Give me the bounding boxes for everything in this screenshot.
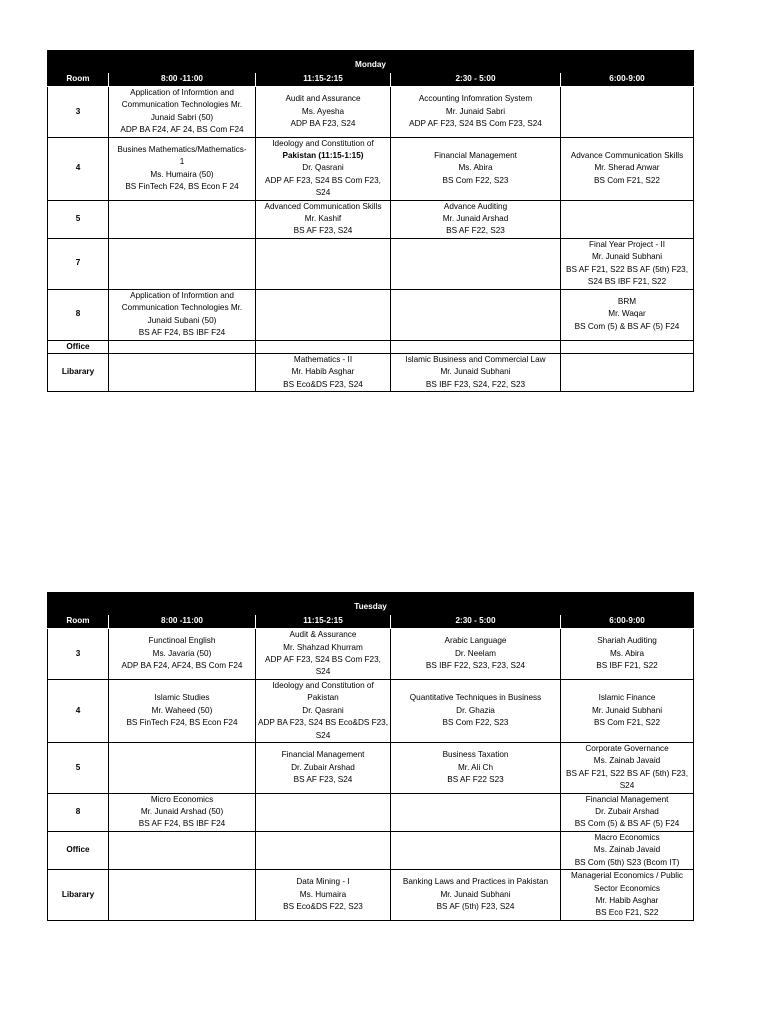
class-cell-line: BS Eco&DS F22, S23 [283, 902, 363, 912]
day-title: Monday [48, 51, 694, 73]
class-cell-line: Pakistan [307, 693, 339, 703]
class-cell-line: BS FinTech F24, BS Econ F24 [126, 718, 238, 728]
header-slot-1: 8:00 -11:00 [109, 73, 256, 87]
class-cell-line: BS AF F22, S23 [446, 226, 505, 236]
empty-cell [109, 831, 256, 869]
class-cell-line: BS AF F23, S24 [293, 226, 353, 236]
empty-cell [256, 289, 391, 340]
header-slot-1: 8:00 -11:00 [109, 615, 256, 629]
class-cell [109, 289, 256, 340]
class-cell [561, 793, 694, 831]
class-cell-line: Mr. Junaid Subhani [591, 705, 663, 715]
class-cell-line: Ideology and Constitution of [272, 138, 374, 148]
room-cell: 4 [48, 680, 109, 743]
schedule-row [48, 680, 694, 743]
header-slot-2: 11:15-2:15 [256, 73, 391, 87]
class-cell [256, 353, 391, 391]
class-cell-line: BS Eco&DS F23, S24 [283, 379, 363, 389]
class-cell-line: Managerial Economics / Public [571, 871, 683, 881]
header-room: Room [48, 615, 109, 629]
room-cell: 3 [48, 629, 109, 680]
class-cell-line: Islamic Studies [154, 693, 210, 703]
class-cell-line: Advance Communication Skills [570, 151, 684, 161]
class-cell-line: BS IBF F22, S23, F23, S24 [425, 661, 526, 671]
class-cell-line: Mr. Ali Ch [457, 762, 494, 772]
class-cell-line: Audit & Assurance [289, 630, 357, 640]
empty-cell [391, 793, 561, 831]
schedule-body [48, 629, 694, 921]
empty-cell [561, 340, 694, 353]
class-cell-line: Junaid Sabri (50) [150, 112, 214, 122]
class-cell-line: ADP AF F23, S24 BS Com F23, S24 [409, 119, 542, 129]
class-cell-line: Mr. Habib Asghar [595, 895, 659, 905]
class-cell-line: Mathematics - II [293, 354, 353, 364]
class-cell-line: Final Year Project - II [589, 239, 665, 249]
header-slot-3: 2:30 - 5:00 [391, 615, 561, 629]
class-cell-line: Financial Management [434, 151, 517, 161]
class-cell [391, 629, 561, 680]
class-cell-line: Busines Mathematics/Mathematics- [117, 144, 247, 154]
schedule-row [48, 340, 694, 353]
class-cell [561, 137, 694, 200]
class-cell-line: BS Com (5) & BS AF (5) F24 [574, 819, 680, 829]
class-cell-line: BS Com F22, S23 [442, 175, 509, 185]
class-cell [109, 87, 256, 138]
class-cell [561, 238, 694, 289]
class-cell-line: Arabic Language [444, 636, 507, 646]
class-cell [109, 629, 256, 680]
class-cell-line: BRM [617, 296, 637, 306]
class-cell-line: Dr. Qasrani [302, 705, 344, 715]
class-cell [391, 353, 561, 391]
class-cell [256, 743, 391, 794]
class-cell-line: Ideology and Constitution of [272, 681, 374, 690]
room-cell: 5 [48, 743, 109, 794]
empty-cell [391, 340, 561, 353]
class-cell-line: Mr. Sherad Anwar [594, 163, 660, 173]
class-cell-line: Mr. Junaid Subhani [591, 252, 663, 262]
room-cell: Libarary [48, 870, 109, 921]
class-cell-line: Ms. Zainab Javaid [593, 845, 661, 855]
class-cell-line: Pakistan (11:15-1:15) [282, 151, 364, 161]
class-cell-line: Mr. Junaid Sabri [445, 106, 506, 116]
class-cell [561, 831, 694, 869]
room-cell: Office [48, 831, 109, 869]
room-cell: Office [48, 340, 109, 353]
class-cell-line: S24 BS IBF F21, S22 [587, 277, 667, 287]
class-cell-line: BS Eco F21, S22 [595, 908, 659, 918]
class-cell-line: BS AF F24, BS IBF F24 [138, 327, 226, 337]
class-cell [561, 743, 694, 794]
schedule-row [48, 831, 694, 869]
class-cell [561, 629, 694, 680]
empty-cell [109, 743, 256, 794]
schedule-row [48, 870, 694, 921]
monday-schedule-table [47, 50, 694, 392]
class-cell-line: Accounting Infomration System [418, 94, 533, 104]
schedule-row [48, 743, 694, 794]
class-cell-line: Mr. Waqar [608, 309, 646, 319]
schedule-row [48, 353, 694, 391]
header-slot-4: 6:00-9:00 [561, 615, 694, 629]
class-cell-line: ADP BA F24, AF 24, BS Com F24 [120, 125, 244, 135]
class-cell-line: Application of Informtion and [130, 88, 234, 97]
empty-cell [109, 238, 256, 289]
room-cell: 5 [48, 200, 109, 238]
room-cell: 8 [48, 289, 109, 340]
class-cell-line: Sector Economics [594, 883, 660, 893]
schedule-row [48, 200, 694, 238]
class-cell [256, 680, 391, 743]
class-cell [109, 793, 256, 831]
class-cell-line: Mr. Junaid Arshad [442, 214, 509, 224]
class-cell-line: BS AF (5th) F23, S24 [436, 902, 515, 912]
class-cell [391, 680, 561, 743]
class-cell-line: S24 [315, 188, 331, 198]
class-cell [561, 680, 694, 743]
empty-cell [109, 353, 256, 391]
schedule-body [48, 87, 694, 392]
class-cell [109, 680, 256, 743]
class-cell [391, 200, 561, 238]
class-cell-line: Junaid Subani (50) [147, 315, 217, 325]
schedule-row [48, 238, 694, 289]
room-cell: Libarary [48, 353, 109, 391]
empty-cell [256, 831, 391, 869]
class-cell [391, 743, 561, 794]
class-cell-line: Mr. Shahzad Khurram [283, 642, 363, 652]
class-cell-line: Application of Informtion and [130, 290, 234, 300]
class-cell [256, 137, 391, 200]
class-cell-line: Micro Economics [150, 794, 214, 804]
class-cell-line: BS AF F24, BS IBF F24 [138, 819, 226, 829]
class-cell-line: 1 [179, 157, 185, 167]
class-cell-line: Dr. Qasrani [302, 163, 344, 173]
class-cell-line: ADP AF F23, S24 BS Com F23, [265, 175, 381, 185]
class-cell-line: Communication Technologies Mr. [121, 100, 243, 110]
class-cell-line: Business Taxation [442, 750, 509, 760]
class-cell-line: Corporate Governance [585, 744, 669, 754]
class-cell-line: Advance Auditing [443, 201, 508, 211]
empty-cell [109, 870, 256, 921]
schedule-row [48, 87, 694, 138]
class-cell-line: ADP AF F23, S24 BS Com F23, [265, 655, 381, 664]
class-cell-line: Functinoal English [148, 636, 216, 646]
class-cell-line: BS Com (5) & BS AF (5) F24 [574, 321, 680, 331]
class-cell-line: BS Com (5th) S23 (Bcom IT) [574, 857, 680, 867]
empty-cell [561, 200, 694, 238]
class-cell-line: ADP BA F24, AF24, BS Com F24 [121, 661, 243, 671]
class-cell-line: Financial Management [281, 750, 365, 760]
class-cell [256, 87, 391, 138]
class-cell-line: BS Com F21, S22 [594, 718, 660, 728]
class-cell [561, 870, 694, 921]
class-cell [256, 200, 391, 238]
class-cell-line: BS AF F21, S22 BS AF (5th) F23, [566, 768, 688, 778]
empty-cell [391, 831, 561, 869]
class-cell-line: BS AF F21, S22 BS AF (5th) F23, [566, 264, 688, 274]
header-slot-4: 6:00-9:00 [561, 73, 694, 87]
class-cell-line: Mr. Junaid Subhani [440, 889, 511, 899]
day-title: Tuesday [48, 593, 694, 615]
class-cell [256, 629, 391, 680]
class-cell [109, 137, 256, 200]
class-cell [391, 87, 561, 138]
class-cell-line: ADP BA F23, S24 [290, 119, 356, 129]
class-cell-line: Mr. Junaid Arshad (50) [140, 807, 224, 817]
class-cell-line: Dr. Ghazia [456, 705, 495, 715]
class-cell [256, 870, 391, 921]
class-cell-line: Data Mining - I [296, 877, 350, 887]
schedule-row [48, 289, 694, 340]
class-cell-line: Ms. Ayesha [301, 106, 345, 116]
class-cell-line: Islamic Business and Commercial Law [405, 354, 546, 364]
room-cell: 3 [48, 87, 109, 138]
class-cell-line: S24 [315, 730, 331, 740]
class-cell-line: BS FinTech F24, BS Econ F 24 [125, 182, 239, 192]
empty-cell [256, 340, 391, 353]
class-cell-line: BS Com F21, S22 [594, 175, 660, 185]
class-cell-line: Dr. Zubair Arshad [291, 762, 355, 772]
empty-cell [561, 353, 694, 391]
class-cell-line: BS IBF F23, S24, F22, S23 [425, 379, 526, 389]
class-cell-line: Ms. Javaria (50) [152, 648, 212, 658]
empty-cell [391, 289, 561, 340]
class-cell-line: Dr. Neelam [455, 648, 496, 658]
class-cell-line: Banking Laws and Practices in Pakistan [402, 877, 549, 887]
class-cell-line: Ms. Zainab Javaid [593, 756, 661, 766]
class-cell-line: BS AF F23, S24 [293, 775, 353, 785]
schedule-row [48, 137, 694, 200]
header-room: Room [48, 73, 109, 87]
empty-cell [256, 793, 391, 831]
schedule-row [48, 629, 694, 680]
header-slot-3: 2:30 - 5:00 [391, 73, 561, 87]
class-cell-line: Mr. Junaid Subhani [440, 367, 511, 377]
class-cell-line: Islamic Finance [598, 693, 656, 703]
class-cell-line: Ms. Abira [458, 163, 493, 173]
class-cell [391, 137, 561, 200]
schedule-row [48, 793, 694, 831]
class-cell-line: Shariah Auditing [597, 636, 657, 646]
room-cell: 8 [48, 793, 109, 831]
class-cell [561, 289, 694, 340]
empty-cell [109, 340, 256, 353]
class-cell-line: ADP BA F23, S24 BS Eco&DS F23, [258, 718, 389, 728]
class-cell-line: Macro Economics [594, 832, 660, 842]
class-cell-line: Mr. Kashif [304, 214, 342, 224]
class-cell-line: Ms. Humaira (50) [150, 169, 214, 179]
class-cell-line: S24 [619, 781, 635, 791]
room-cell: 7 [48, 238, 109, 289]
class-cell-line: S24 [315, 667, 331, 677]
class-cell-line: Advanced Communication Skills [264, 201, 382, 211]
room-cell: 4 [48, 137, 109, 200]
class-cell-line: BS IBF F21, S22 [596, 661, 658, 671]
class-cell [391, 870, 561, 921]
header-slot-2: 11:15-2:15 [256, 615, 391, 629]
class-cell-line: Mr. Waheed (50) [151, 705, 213, 715]
class-cell-line: Audit and Assurance [285, 94, 361, 104]
tuesday-schedule-table [47, 592, 694, 921]
class-cell-line: Ms. Humaira [299, 889, 347, 899]
empty-cell [561, 87, 694, 138]
class-cell-line: Mr. Habib Asghar [291, 367, 355, 377]
class-cell-line: BS AF F22 S23 [447, 775, 504, 785]
class-cell-line: Quantitative Techniques in Business [409, 693, 542, 703]
empty-cell [391, 238, 561, 289]
class-cell-line: Ms. Abira [609, 648, 645, 658]
class-cell-line: BS Com F22, S23 [442, 718, 509, 728]
class-cell-line: Communication Technologies Mr. [121, 303, 243, 313]
empty-cell [109, 200, 256, 238]
class-cell-line: Dr. Zubair Arshad [595, 807, 659, 817]
class-cell-line: Financial Management [585, 794, 669, 804]
empty-cell [256, 238, 391, 289]
